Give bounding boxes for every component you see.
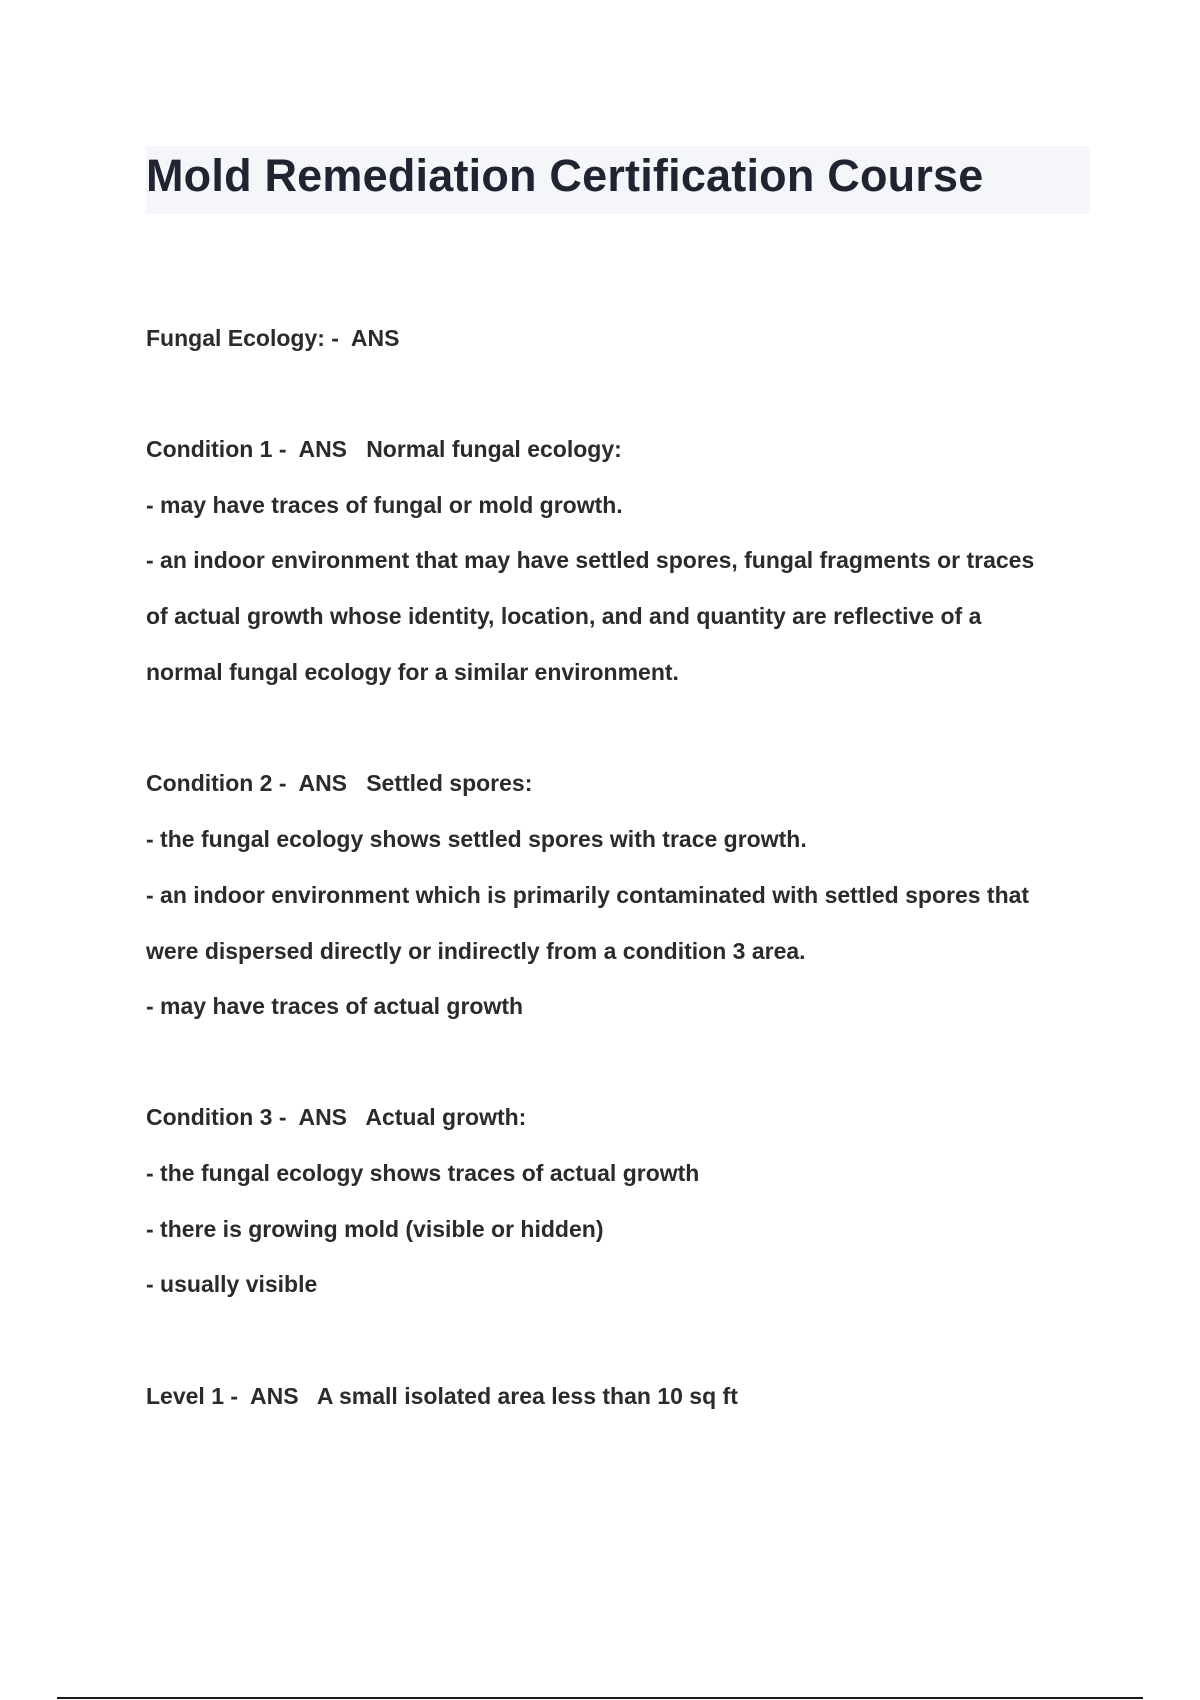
- entry-detail-line: - an indoor environment which is primarily contaminated with settled spores that: [146, 882, 1030, 908]
- entry-term: Condition 3 -: [146, 1104, 293, 1130]
- entry-question-line: [146, 324, 399, 352]
- entry-detail-line: - the fungal ecology shows settled spores with trace growth.: [146, 826, 807, 852]
- entry-detail-line: - an indoor environment that may have settled spores, fungal fragments or traces: [146, 547, 1035, 573]
- page-title: Mold Remediation Certification Course: [146, 150, 984, 201]
- ans-marker: ANS: [345, 325, 400, 351]
- ans-marker: ANS: [292, 1104, 348, 1130]
- entry-answer: Settled spores:: [347, 770, 533, 796]
- entry-detail-line: - may have traces of fungal or mold growth.: [146, 492, 623, 518]
- entry-answer: A small isolated area less than 10 sq ft: [298, 1383, 738, 1409]
- entry-term: Fungal Ecology: -: [146, 325, 346, 351]
- entry-question-line: [146, 435, 622, 463]
- entry-detail-line: normal fungal ecology for a similar environment.: [146, 659, 679, 685]
- entry-detail-line: of actual growth whose identity, location, and and quantity are reflective of a: [146, 603, 982, 629]
- title-banner: [146, 146, 1090, 214]
- entry-question-line: [146, 1103, 526, 1131]
- ans-marker: ANS: [292, 770, 348, 796]
- entry-term: Condition 2 -: [146, 770, 293, 796]
- ans-marker: ANS: [244, 1383, 299, 1409]
- entry-detail-line: - usually visible: [146, 1271, 318, 1297]
- entry-detail-line: - may have traces of actual growth: [146, 993, 524, 1019]
- entry-detail-line: - the fungal ecology shows traces of actual growth: [146, 1160, 700, 1186]
- ans-marker: ANS: [292, 436, 348, 462]
- entry-term: Level 1 -: [146, 1383, 245, 1409]
- entry-question-line: [146, 1382, 738, 1410]
- page-footer-divider: [57, 1697, 1143, 1699]
- entry-answer: Normal fungal ecology:: [347, 436, 622, 462]
- entry-detail-line: - there is growing mold (visible or hidden): [146, 1216, 604, 1242]
- entry-answer: Actual growth:: [347, 1104, 527, 1130]
- entry-question-line: [146, 769, 532, 797]
- entry-term: Condition 1 -: [146, 436, 293, 462]
- entry-detail-line: were dispersed directly or indirectly from a condition 3 area.: [146, 938, 806, 964]
